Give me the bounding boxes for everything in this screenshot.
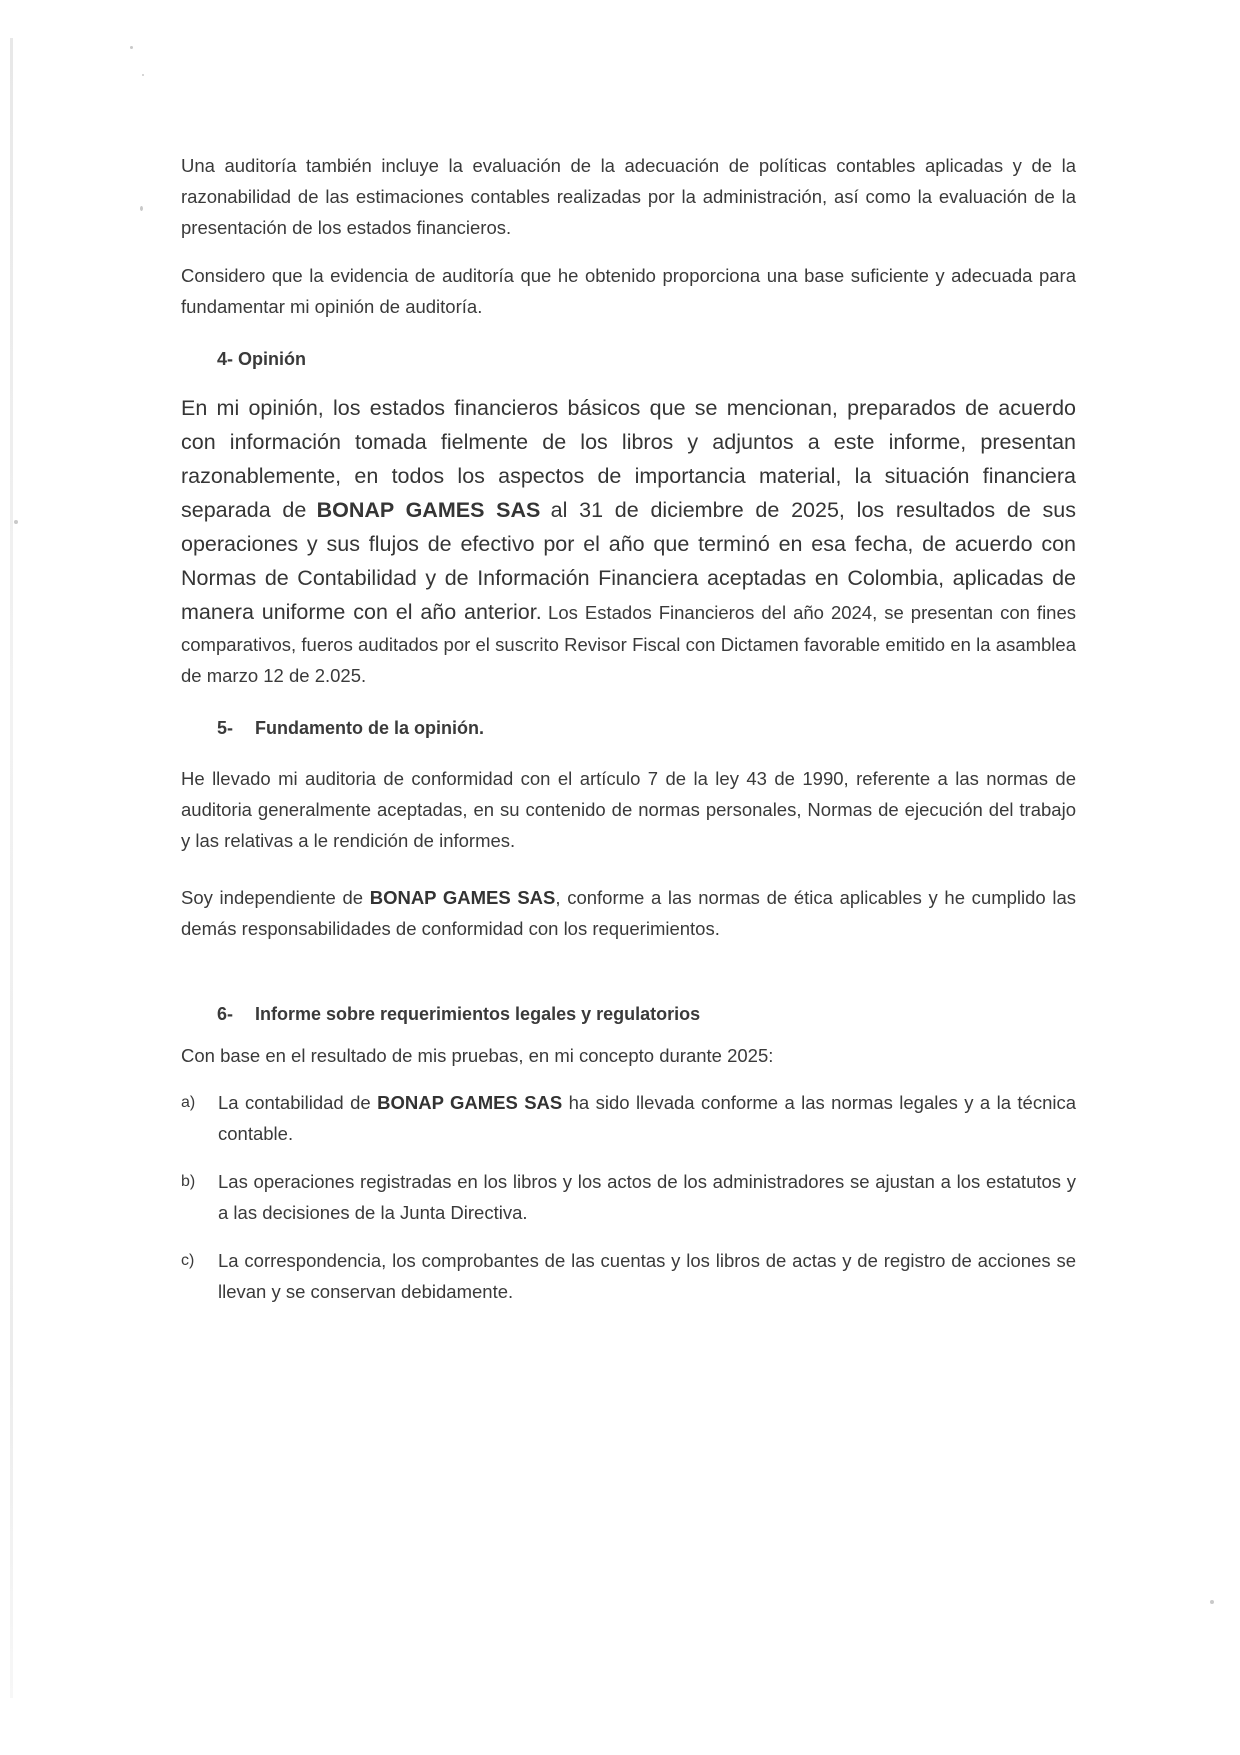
section-5-heading (181, 718, 1076, 739)
section-6-heading (181, 1004, 1076, 1025)
list-item-text-part2: ha sido llevada conforme a las normas legales y a la técnica contable. (218, 1092, 1077, 1144)
basis-paragraph: He llevado mi auditoria de conformidad con el artículo 7 de la ley 43 de 1990, referente a las normas de auditoria generalmente aceptadas, en su contenido de normas personales, Normas de ejecución del trabajo y las relativas a le rendición de informes. (181, 768, 1076, 851)
section-4-heading (181, 349, 1076, 370)
list-item-text: Las operaciones registradas en los libros y los actos de los administradores se ajustan a los estatutos y a las decisiones de la Junta Directiva. (218, 1171, 1076, 1223)
scan-speck (14, 520, 18, 524)
company-name: BONAP GAMES SAS (369, 887, 556, 908)
section-5-number: 5- (217, 718, 234, 738)
legal-intro-paragraph: Con base en el resultado de mis pruebas, en mi concepto durante 2025: (181, 1045, 774, 1066)
opinion-paragraph (181, 391, 1076, 691)
intro-paragraph-evaluation: Una auditoría también incluye la evaluación de la adecuación de políticas contables aplicadas y de la razonabilidad de las estimaciones contables realizadas por la administración, así como la evaluación de la presentación de los estados financieros. (181, 155, 1076, 238)
intro-paragraph-evidence: Considero que la evidencia de auditoría que he obtenido proporciona una base suficiente y adecuada para fundamentar mi opinión de auditoría. (181, 265, 1076, 317)
section-6-title: Informe sobre requerimientos legales y regulatorios (255, 1004, 701, 1024)
scan-speck (130, 46, 133, 49)
independence-text-part2: , conforme a las normas de ética aplicables y he cumplido las demás responsabilidades de conformidad con los requerimientos. (181, 887, 1077, 939)
list-marker: b) (181, 1173, 196, 1190)
list-marker: a) (181, 1094, 196, 1111)
list-item-text (218, 1087, 1076, 1149)
section-4-number: 4- (217, 349, 234, 369)
list-marker: c) (181, 1252, 195, 1269)
scan-speck (1210, 1600, 1214, 1604)
opinion-text-part2: al 31 de diciembre de 2025, los resultados de sus operaciones y sus flujos de efectivo por el año que terminó en esa fecha, de acuerdo con Normas de Contabilidad y de Información Financiera aceptadas en Colombia, aplicadas de manera uniforme con el año anterior. (181, 498, 1076, 624)
list-item (181, 1245, 1076, 1307)
opinion-text-comparatives: Los Estados Financieros del año 2024, se presentan con fines comparativos, fueros auditados por el suscrito Revisor Fiscal con Dictamen favorable emitido en la asamblea de marzo 12 de 2.025. (181, 602, 1077, 686)
opinion-text-part1: En mi opinión, los estados financieros básicos que se mencionan, preparados de acuerdo con información tomada fielmente de los libros y adjuntos a este informe, presentan razonablemente, en todos los aspectos de importancia material, la situación financiera separada de (181, 396, 1076, 522)
list-item (181, 1166, 1076, 1228)
scan-speck (140, 206, 143, 211)
scan-edge (10, 38, 13, 1698)
section-5-title: Fundamento de la opinión. (255, 718, 484, 738)
independence-paragraph (181, 882, 1076, 944)
company-name: BONAP GAMES SAS (377, 1092, 563, 1113)
document-page (181, 150, 1076, 1307)
list-item-text: La correspondencia, los comprobantes de las cuentas y los libros de actas y de registro de acciones se llevan y se conservan debidamente. (218, 1250, 1076, 1302)
section-6-number: 6- (217, 1004, 234, 1024)
section-4-title: Opinión (238, 349, 307, 369)
independence-text-part1: Soy independiente de (181, 887, 364, 908)
list-item-text-part1: La contabilidad de (218, 1092, 371, 1113)
list-item (181, 1087, 1076, 1149)
company-name: BONAP GAMES SAS (316, 498, 541, 522)
scan-speck (142, 74, 144, 76)
